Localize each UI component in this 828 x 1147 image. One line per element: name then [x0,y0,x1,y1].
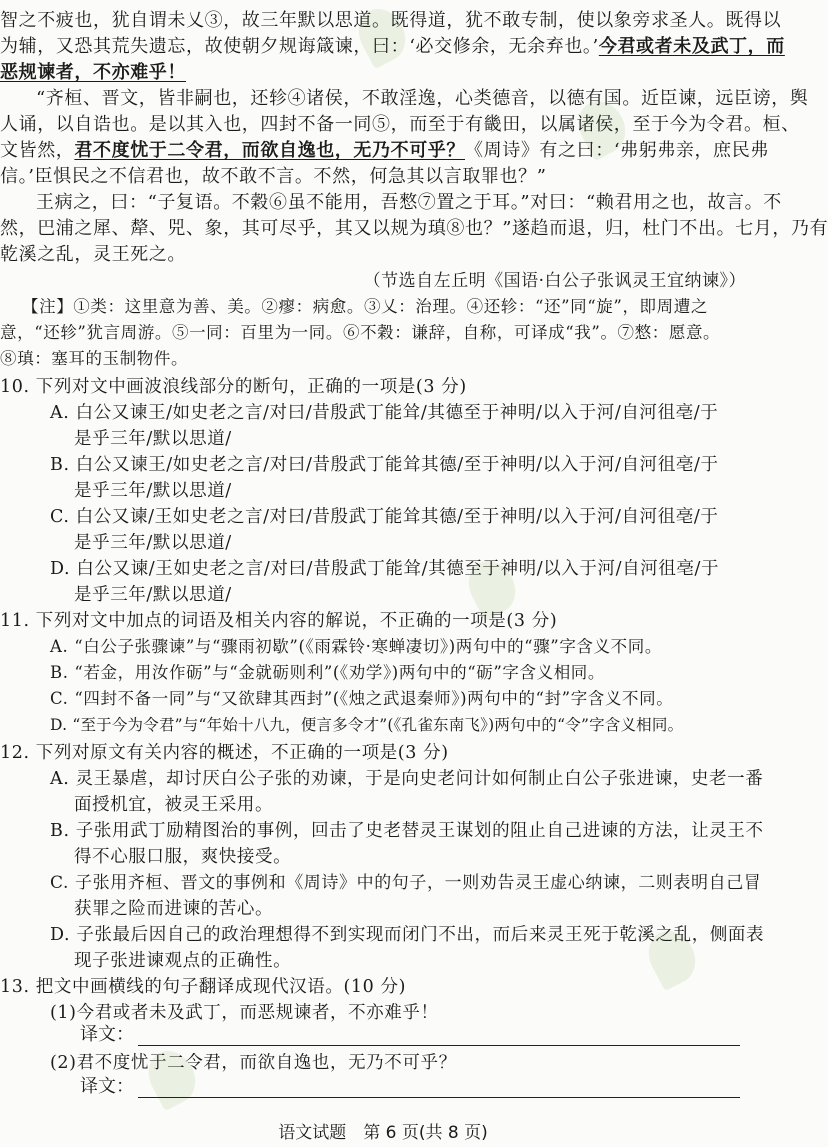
passage-line [0,138,769,164]
answer-line[interactable] [138,1027,740,1046]
q11-option-c: C. “四封不备一同”与“又欲肆其西封”(《烛之武退秦师》)两句中的“封”字含义不同。 [50,689,674,708]
passage-text: 文皆然， [0,140,75,161]
passage-line: 人诵，以自诰也。是以其入也，四封不备一同⑤，而至于有畿田，以属诸侯，至于今为令君。桓、 [0,114,800,135]
passage-text: 《周诗》有之曰：‘弗躬弗亲，庶民弗 [465,140,769,161]
q13-answer-1[interactable] [80,1020,740,1046]
note-line: ⑧瑱：塞耳的玉制物件。 [0,349,189,368]
question-11-stem: 11. 下列对文中加点的词语及相关内容的解说，不正确的一项是(3 分) [0,611,558,631]
answer-label: 译文： [80,1076,134,1097]
q12-option-d: D. 子张最后因自己的政治理想得不到实现而闭门不出，而后来灵王死于乾溪之乱，侧面表 [50,925,765,945]
q12-option-c-cont: 获罪之险而进谏的苦心。 [74,899,274,919]
answer-line[interactable] [138,1079,740,1098]
underlined-sentence: 今君或者未及武丁，而 [598,36,785,57]
passage-line [0,60,766,86]
passage-line: 然，巴浦之犀、犛、兕、象，其可尽乎，其又以规为瑱⑧也？”遂趋而退，归，杜门不出。七月，乃有 [0,218,828,239]
q13-sentence-1: (1)今君或者未及武丁，而恶规谏者，不亦难乎！ [50,1003,439,1023]
question-13-stem: 13. 把文中画横线的句子翻译成现代汉语。(10 分) [0,977,407,997]
q12-option-c: C. 子张用齐桓、晋文的事例和《周诗》中的句子，一则劝告灵王虚心纳谏，二则表明自己冒 [50,873,762,893]
q13-answer-2[interactable] [80,1072,740,1098]
q11-option-b: B. “若金，用汝作砺”与“金就砺则利”(《劝学》)两句中的“砺”字含义相同。 [50,663,606,682]
q13-sentence-2: (2)君不度忧于二令君，而欲自逸也，无乃不可乎？ [50,1053,457,1073]
passage-line: 乾溪之乱，灵王死之。 [0,244,186,265]
passage-source: （节选自左丘明《国语·白公子张讽灵王宜纳谏》） [363,271,746,291]
passage-line: 王病之，曰：“子复语。不穀⑥虽不能用，吾憗⑦置之于耳。”对曰：“赖君用之也，故言。不 [36,192,782,213]
q12-option-b-cont: 得不心服口服，爽快接受。 [74,847,292,867]
q10-option-d: D. 白公又谏/王如史老之言/对曰/昔殷武丁能耸/其德至于神明/以入于河/自河徂亳/于 [50,559,720,579]
q10-option-b: B. 白公又谏王/如史老之言/对曰/昔殷武丁能耸其德/至于神明/以入于河/自河徂亳/于 [50,455,719,475]
q12-option-a-cont: 面授机宜，被灵王采用。 [74,795,274,815]
page-footer: 语文试题 第 6 页(共 8 页) [278,1123,488,1143]
q11-option-d: D. “至于今为令君”与“年始十八九，便言多令才”(《孔雀东南飞》)两句中的“令”字含义相同。 [50,716,684,734]
q10-option-a-cont: 是乎三年/默以思道/ [74,429,232,449]
passage-line: 信。’臣惧民之不信君也，故不敢不言。不然，何急其以言取罪也？” [0,166,547,187]
q12-option-d-cont: 现子张进谏观点的正确性。 [74,951,292,971]
q12-option-b: B. 子张用武丁励精图治的事例，回击了史老替灵王谋划的阻止自己进谏的方法，让灵王不 [50,821,764,841]
passage-line: 智之不疲也，犹自谓未乂③，故三年默以思道。既得道，犹不敢专制，使以象旁求圣人。既得以 [0,10,782,31]
q11-option-a: A. “白公子张骤谏”与“骤雨初歇”(《雨霖铃·寒蝉凄切》)两句中的“骤”字含义不同。 [50,637,662,656]
note-line: 【注】①类：这里意为善、美。②瘳：病愈。③乂：治理。④还轸：“还”同“旋”，即周遭之 [22,297,708,316]
passage-line [0,34,785,60]
q10-option-c: C. 白公又谏/王如史老之言/对曰/昔殷武丁能耸其德/至于神明/以入于河/自河徂亳/于 [50,507,719,527]
q12-option-a: A. 灵王暴虐，却讨厌白公子张的劝谏，于是向史老问计如何制止白公子张进谏，史老一番 [50,769,764,789]
question-12-stem: 12. 下列对原文有关内容的概述，不正确的一项是(3 分) [0,743,449,763]
note-line: 意，“还轸”犹言周游。⑤一同：百里为一同。⑥不穀：谦辞，自称，可译成“我”。⑦憗：愿意。 [0,323,721,342]
question-10-stem: 10. 下列对文中画波浪线部分的断句，正确的一项是(3 分) [0,377,467,397]
answer-label: 译文： [80,1024,134,1045]
underlined-sentence: 恶规谏者，不亦难乎！ [0,62,186,83]
q10-option-d-cont: 是乎三年/默以思道/ [74,585,232,605]
q10-option-c-cont: 是乎三年/默以思道/ [74,533,232,553]
underlined-sentence: 君不度忧于二令君，而欲自逸也，无乃不可乎？ [74,140,466,161]
passage-text: 为辅，又恐其荒失遗忘，故使朝夕规诲箴谏，曰：‘必交修余，无余弃也。’ [0,36,599,57]
q10-option-a: A. 白公又谏王/如史老之言/对曰/昔殷武丁能耸/其德至于神明/以入于河/自河徂亳/于 [50,403,719,423]
passage-line: “齐桓、晋文，皆非嗣也，还轸④诸侯，不敢淫逸，心类德音，以德有国。近臣谏，远臣谤，舆 [36,88,809,109]
q10-option-b-cont: 是乎三年/默以思道/ [74,481,232,501]
